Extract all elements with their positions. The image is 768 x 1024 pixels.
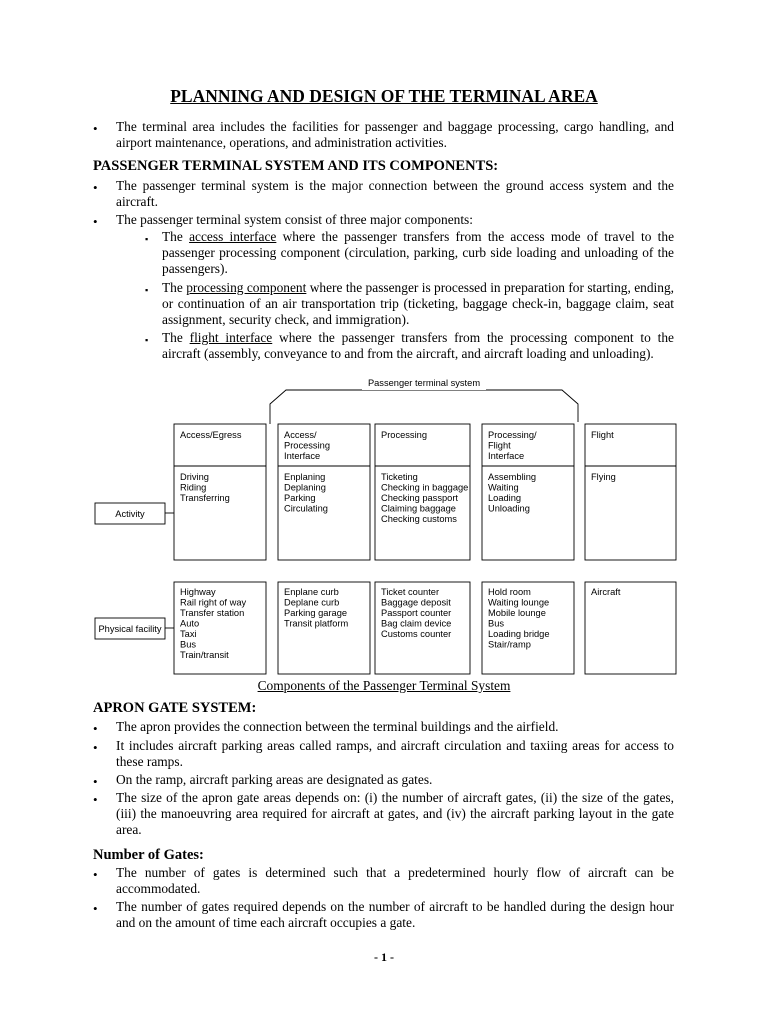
col-access-processing-interface-header-line: Access/: [284, 430, 317, 440]
col-access-processing-interface-activity-line: Deplaning: [284, 482, 326, 493]
col-processing-flight-interface-header-line: Interface: [488, 451, 525, 461]
col-access-processing-interface-activity-line: Parking: [284, 493, 316, 503]
term-access-interface: access interface: [189, 229, 277, 244]
apron-bullet-3: On the ramp, aircraft parking areas are designated as gates.: [116, 772, 433, 787]
col-processing-activity-line: Claiming baggage: [381, 503, 456, 514]
bullet-icon: •: [93, 901, 98, 916]
col-access-egress-facility-line: Highway: [180, 587, 216, 597]
bullet-icon: •: [93, 774, 98, 789]
bullet-icon: •: [93, 740, 98, 755]
col-processing-flight-interface-activity-line: Assembling: [488, 472, 537, 482]
col-access-processing-interface-header-line: Interface: [284, 451, 321, 461]
row-label-physical-facility: Physical facility: [98, 624, 162, 634]
col-processing-flight-interface-facility-line: Stair/ramp: [488, 639, 531, 650]
col-access-egress-header-line: Access/Egress: [180, 430, 242, 440]
col-processing-activity-line: Ticketing: [381, 472, 418, 482]
col-access-processing-interface-facility-line: Transit platform: [284, 618, 349, 629]
page-number: - 1 -: [374, 950, 394, 964]
col-processing-activity-line: Checking in baggage: [381, 482, 469, 493]
col-processing-flight-interface-activity-line: Unloading: [488, 503, 530, 514]
col-access-egress-facility-line: Auto: [180, 618, 200, 629]
col-access-egress-activity-line: Transferring: [180, 493, 230, 503]
pts-heading: PASSENGER TERMINAL SYSTEM AND ITS COMPONENTS:: [93, 158, 499, 174]
bullet-icon: •: [93, 214, 98, 229]
intro-paragraph: The terminal area includes the facilities for passenger and baggage processing, cargo handling, and airport maintenance, operations, and administration activities.: [116, 119, 674, 150]
col-processing-flight-interface-activity-line: Loading: [488, 493, 522, 503]
square-bullet-icon: ▪: [145, 285, 149, 295]
col-processing-flight-interface-facility-line: Waiting lounge: [488, 597, 550, 608]
col-flight-header-line: Flight: [591, 430, 614, 440]
col-processing-facility-line: Ticket counter: [381, 587, 440, 597]
col-processing-flight-interface-facility-line: Mobile lounge: [488, 608, 546, 618]
page-title: PLANNING AND DESIGN OF THE TERMINAL AREA: [170, 86, 598, 106]
col-access-processing-interface-activity-line: Circulating: [284, 503, 328, 514]
term-processing-component: processing component: [186, 280, 307, 295]
bullet-icon: •: [93, 721, 98, 736]
gates-bullet-2: The number of gates required depends on the number of aircraft to be handled during the design hour and on the amount of time each aircraft occupies a gate.: [116, 899, 674, 930]
col-processing-facility-line: Passport counter: [381, 608, 452, 618]
col-access-processing-interface-header-line: Processing: [284, 440, 330, 451]
apron-bullet-2: It includes aircraft parking areas called ramps, and aircraft circulation and taxiing areas for access to these ramps.: [116, 738, 674, 769]
col-processing-header-line: Processing: [381, 430, 427, 440]
bullet-icon: •: [93, 121, 98, 136]
apron-bullet-1: The apron provides the connection between the terminal buildings and the airfield.: [116, 719, 559, 734]
bullet-icon: •: [93, 180, 98, 195]
component-access-interface: The access interface where the passenger transfers from the access mode of travel to the passenger processing component (circulation, parking, curb side loading and unloading of the passengers).: [162, 229, 675, 276]
col-processing-flight-interface-facility-line: Loading bridge: [488, 629, 550, 639]
col-processing-flight-interface-activity-line: Waiting: [488, 482, 519, 493]
col-processing-flight-interface-facility-line: Hold room: [488, 587, 531, 597]
terminal-system-diagram: [0, 370, 768, 680]
col-processing-facility-line: Customs counter: [381, 629, 452, 639]
apron-heading: APRON GATE SYSTEM:: [93, 700, 257, 716]
apron-bullet-4: The size of the apron gate areas depends on: (i) the number of aircraft gates, (ii) the size of the gates, (iii) the manoeuvring area required for aircraft at gates, and (iv) the aircraft parking layout in the gate area.: [116, 790, 674, 837]
col-processing-flight-interface-facility-line: Bus: [488, 618, 505, 629]
col-flight-facility-line: Aircraft: [591, 587, 621, 597]
component-flight-interface: The flight interface where the passenger transfers from the processing component to the aircraft (assembly, conveyance to and from the aircraft, and aircraft loading and unloading).: [162, 330, 674, 361]
col-access-egress-activity-line: Riding: [180, 482, 207, 493]
system-label: Passenger terminal system: [367, 378, 481, 388]
gates-heading: Number of Gates:: [93, 847, 204, 863]
col-processing-activity-line: Checking customs: [381, 514, 457, 524]
col-access-processing-interface-activity-line: Enplaning: [284, 472, 326, 482]
square-bullet-icon: ▪: [145, 234, 149, 244]
col-access-egress-activity-line: Driving: [180, 472, 209, 482]
col-processing-flight-interface-header-line: Flight: [488, 440, 511, 451]
col-access-egress-facility-line: Taxi: [180, 629, 197, 639]
col-access-egress-facility-line: Bus: [180, 639, 197, 650]
col-access-processing-interface-facility-line: Deplane curb: [284, 597, 340, 608]
col-processing-facility-line: Bag claim device: [381, 618, 452, 629]
bullet-icon: •: [93, 792, 98, 807]
col-access-egress-facility-line: Train/transit: [180, 650, 229, 660]
col-processing-facility-line: Baggage deposit: [381, 597, 451, 608]
col-access-processing-interface-facility-line: Enplane curb: [284, 587, 339, 597]
square-bullet-icon: ▪: [145, 335, 149, 345]
pts-bullet-2: The passenger terminal system consist of three major components:: [116, 212, 473, 227]
col-processing-activity-line: Checking passport: [381, 493, 458, 503]
row-label-activity: Activity: [115, 509, 145, 519]
pts-bullet-1: The passenger terminal system is the major connection between the ground access system and the aircraft.: [116, 178, 674, 209]
gates-bullet-1: The number of gates is determined such that a predetermined hourly flow of aircraft can be accommodated.: [116, 865, 674, 896]
bullet-icon: •: [93, 867, 98, 882]
col-flight-activity-line: Flying: [591, 472, 616, 482]
col-processing-flight-interface-header-line: Processing/: [488, 430, 537, 440]
col-access-processing-interface-facility-line: Parking garage: [284, 608, 348, 618]
col-access-egress-facility-line: Transfer station: [180, 608, 245, 618]
col-access-egress-facility-line: Rail right of way: [180, 597, 247, 608]
diagram-caption: Components of the Passenger Terminal System: [257, 678, 511, 693]
term-flight-interface: flight interface: [189, 330, 273, 345]
component-processing: The processing component where the passenger is processed in preparation for starting, ending, or continuation of an air transportation trip (ticketing, baggage check-in, baggage claim, seat assignment, security check, and immigration).: [162, 280, 674, 327]
